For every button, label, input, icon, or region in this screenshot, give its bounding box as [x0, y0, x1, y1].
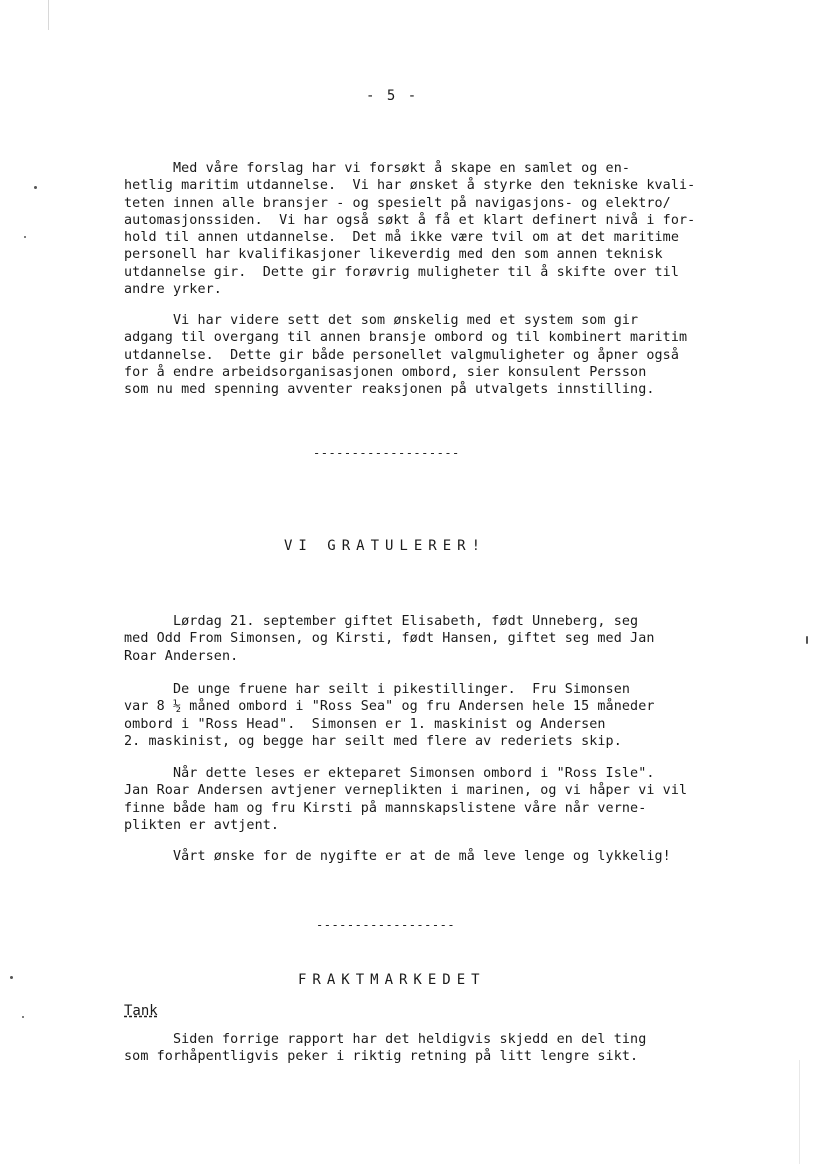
section-divider: ------------------- — [313, 446, 460, 460]
paragraph-system-transition: Vi har videre sett det som ønskelig med et system som gir adgang til overgang til annen bransje ombord og til kombinert maritim utdannelse. Dette gir både personellet valgmuligheter og åpner også for å endre arbeidsorganisasjonen ombord, sier konsulent Persson som nu med spenning avventer reaksjonen på utvalgets innstilling. — [124, 313, 688, 398]
scan-speck — [34, 186, 37, 189]
page-edge-mark — [48, 0, 49, 30]
paragraph-current-whereabouts: Når dette leses er ekteparet Simonsen ombord i "Ross Isle". Jan Roar Andersen avtjener verneplikten i marinen, og vi håper vi vil finne både ham og fru Kirsti på mannskapslistene våre når verne- plikten er avtjent. — [124, 766, 688, 833]
scan-speck — [24, 236, 26, 238]
scan-speck — [22, 1016, 24, 1018]
section-divider: ------------------ — [316, 918, 456, 932]
paragraph-wedding-announcement: Lørdag 21. september giftet Elisabeth, født Unneberg, seg med Odd From Simonsen, og Kirsti, født Hansen, giftet seg med Jan Roar Andersen. — [124, 614, 655, 664]
scan-speck — [10, 976, 13, 979]
section-heading-congratulations: VI GRATULERER! — [284, 538, 487, 554]
paragraph-tank-report: Siden forrige rapport har det heldigvis skjedd en del ting som forhåpentligvis peker i riktig retning på litt lengre sikt. — [124, 1032, 647, 1065]
section-heading-freight-market: FRAKTMARKEDET — [298, 972, 486, 988]
paragraph-wishes: Vårt ønske for de nygifte er at de må leve lenge og lykkelig! — [124, 849, 671, 864]
page-number: - 5 - — [366, 88, 419, 104]
subheading-tank: Tank — [124, 1003, 158, 1019]
paragraph-young-wives: De unge fruene har seilt i pikestillinger. Fru Simonsen var 8 ½ måned ombord i "Ross Sea" og fru Andersen hele 15 måneder ombord i "Ross Head". Simonsen er 1. maskinist og Andersen 2. maskinist, og begge har seilt med flere av rederiets skip. — [124, 682, 655, 749]
paragraph-maritime-education: Med våre forslag har vi forsøkt å skape en samlet og en- hetlig maritim utdannelse. Vi har ønsket å styrke den tekniske kvali- teten innen alle bransjer - og spesielt på navigasjons- og elektro/ automasjonssiden. Vi har også søkt å få et klart definert nivå i for- hold til annen utdannelse. Det må ikke være tvil om at det maritime personell har kvalifikasjoner likeverdig med den som annen teknisk utdannelse gir. Dette gir forøvrig muligheter til å skifte over til andre yrker. — [124, 161, 696, 298]
scan-speck — [806, 636, 808, 644]
page-edge-mark — [799, 1060, 800, 1164]
